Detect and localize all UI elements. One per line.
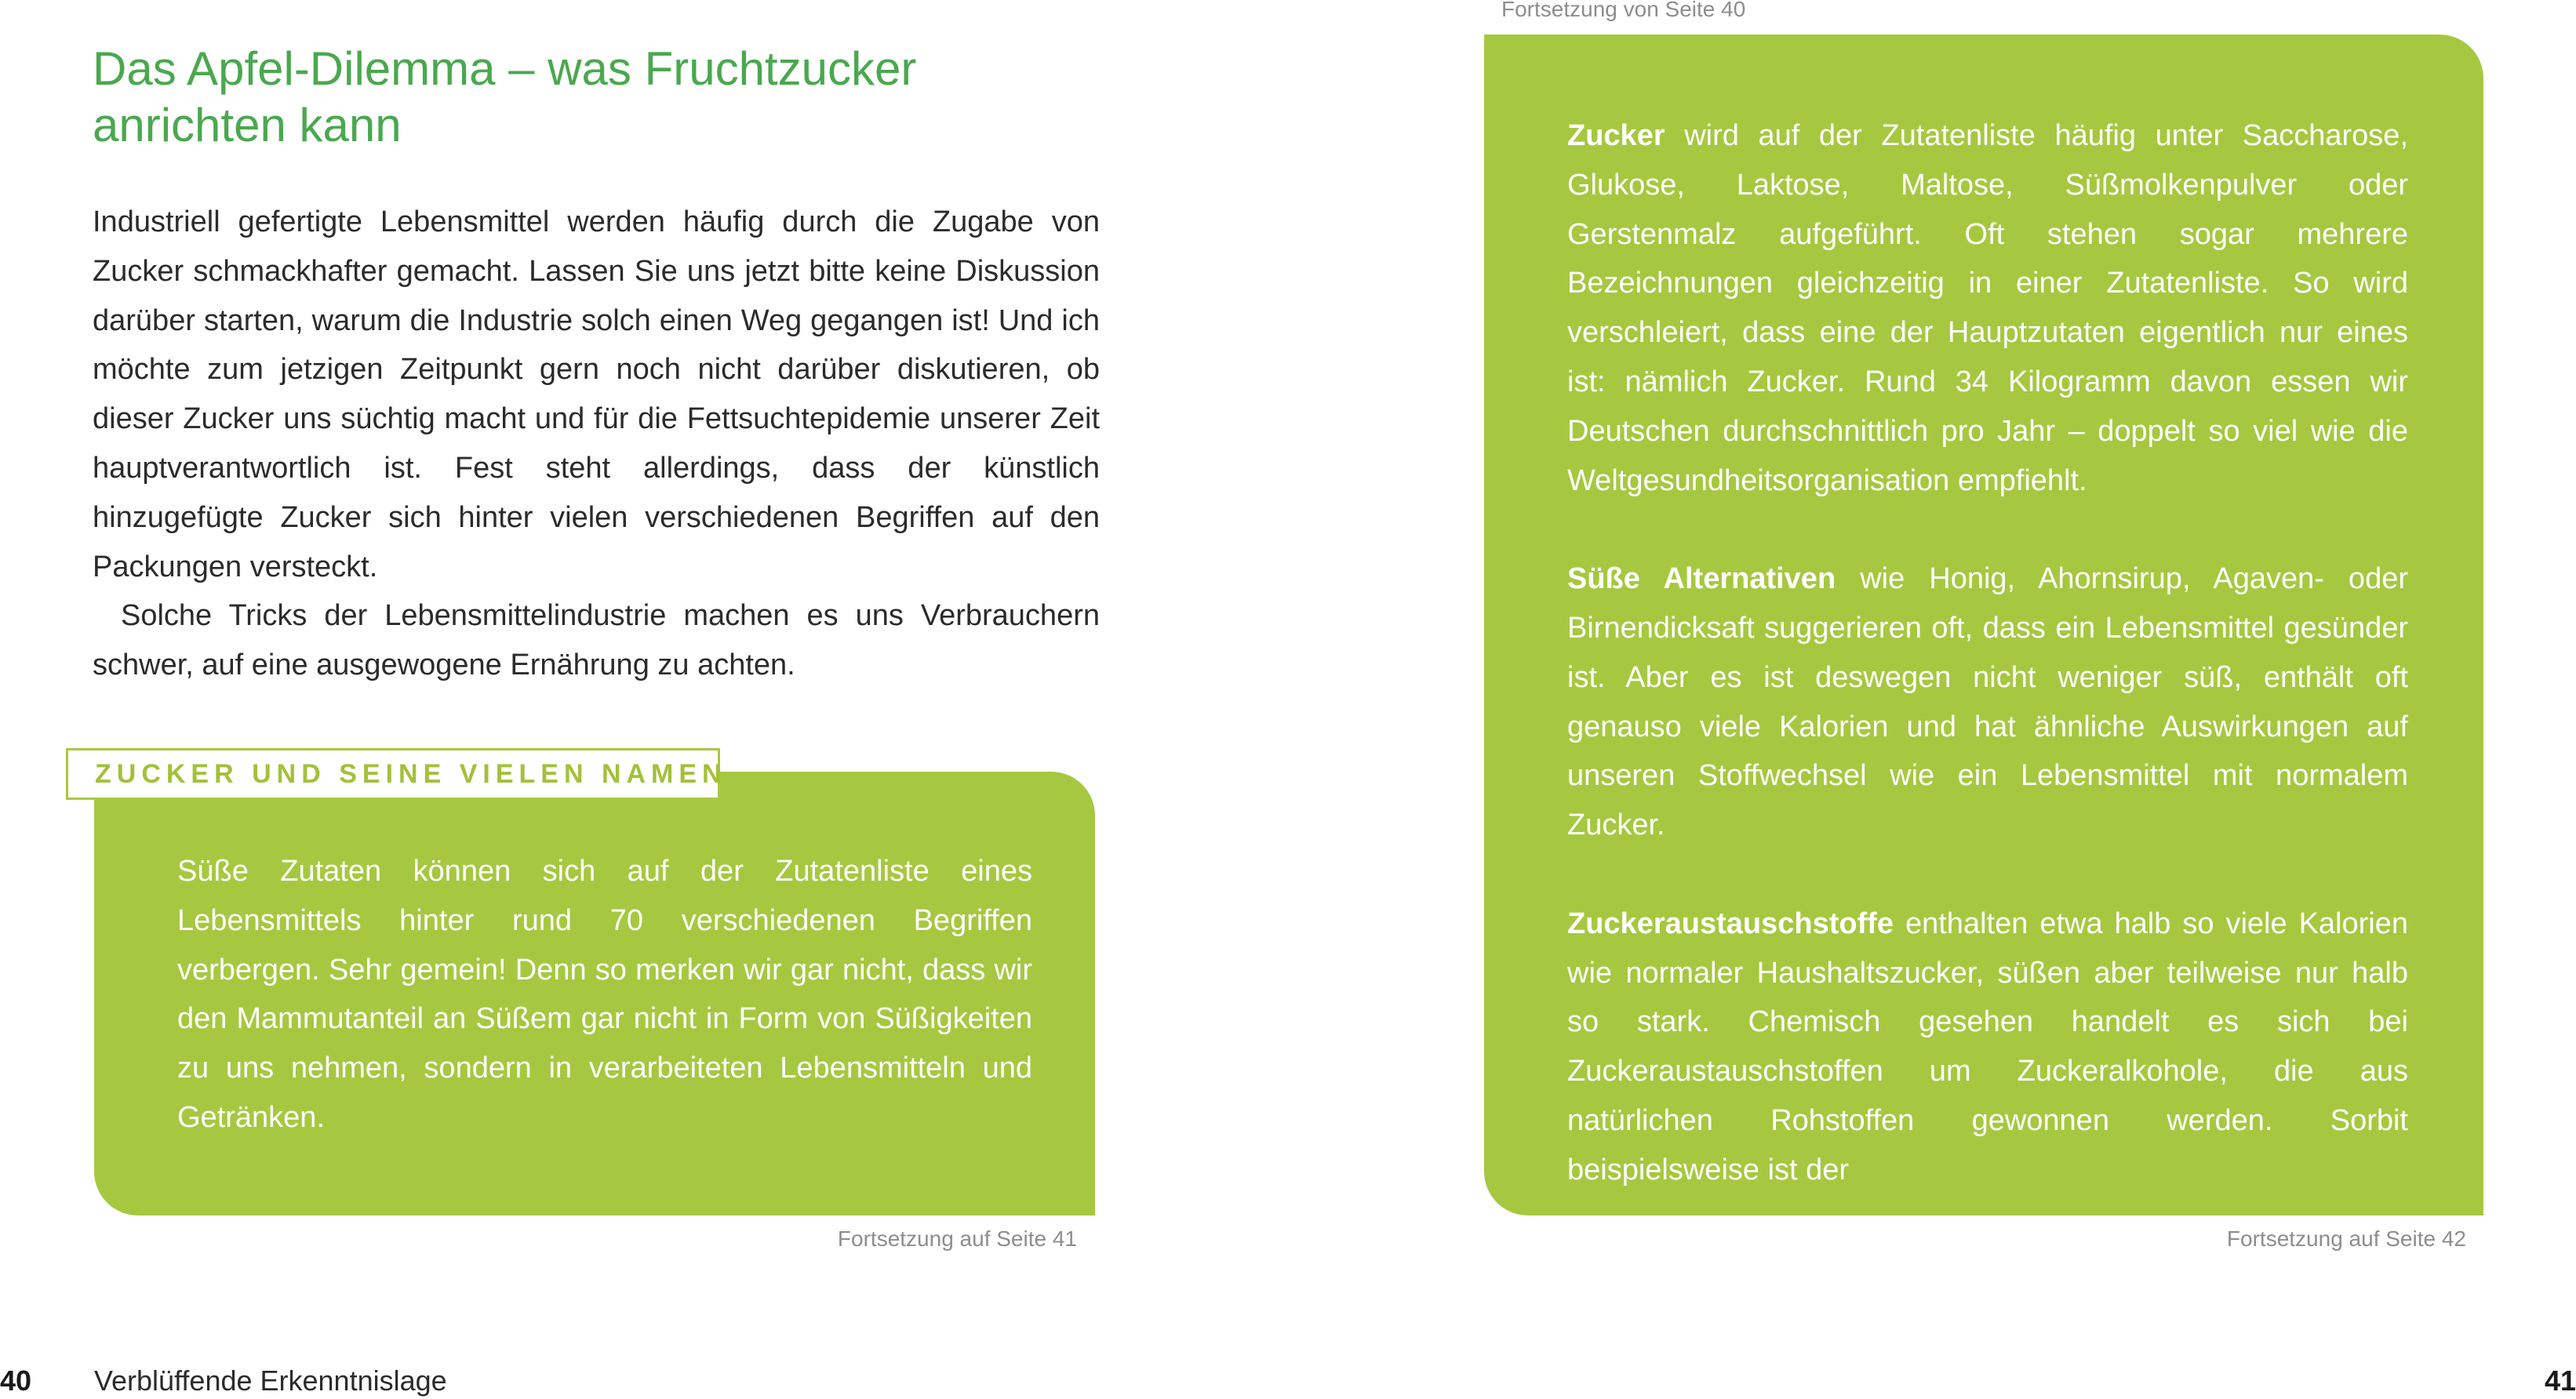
page-number: 41: [2544, 1364, 2576, 1397]
body-paragraph: Solche Tricks der Lebensmittelindustrie machen es uns Verbrauchern schwer, auf eine ausgewogene Ernährung zu achten.: [93, 599, 1100, 682]
running-title: Verblüffende Erkenntnislage: [94, 1364, 447, 1397]
page-title: Das Apfel-Dilemma – was Fruchtzucker anrichten kann: [93, 42, 917, 151]
info-section: [1567, 554, 2408, 850]
continuation-note: Fortsetzung auf Seite 42: [2226, 1226, 2466, 1251]
info-term: Zucker: [1567, 119, 1665, 152]
info-box: [94, 772, 1095, 1215]
info-box-text: Süße Zutaten können sich auf der Zutatenliste eines Lebensmittels hinter rund 70 verschiedenen Begriffen verbergen. Sehr gemein! Denn so merken wir gar nicht, dass wir den Mammutanteil an Süßem gar nicht in Form von Süßigkeiten zu uns nehmen, sondern in verarbeiteten Lebensmitteln und Getränken.: [177, 855, 1032, 1134]
info-section: [1567, 111, 2408, 505]
box-heading: ZUCKER UND SEINE VIELEN NAMEN: [66, 748, 720, 800]
right-page: [1288, 0, 2576, 1399]
body-paragraph: Industriell gefertigte Lebensmittel werden häufig durch die Zugabe von Zucker schmackhafter gemacht. Lassen Sie uns jetzt bitte keine Diskussion darüber starten, warum die Industrie solch einen Weg gegangen ist! Und ich möchte zum jetzigen Zeitpunkt gern noch nicht darüber diskutieren, ob dieser Zucker uns süchtig macht und für die Fettsuchtepidemie unserer Zeit hauptverantwortlich ist. Fest steht allerdings, dass der künstlich hinzugefügte Zucker sich hinter vielen verschiedenen Begriffen auf den Packungen versteckt.: [93, 205, 1100, 583]
continuation-note: Fortsetzung auf Seite 41: [837, 1226, 1077, 1251]
body-text: [93, 198, 1100, 690]
page-number: 40: [0, 1364, 32, 1397]
info-box-continued: [1484, 35, 2483, 1215]
continuation-from-note: Fortsetzung von Seite 40: [1501, 0, 1746, 21]
info-text: wie Honig, Ahornsirup, Agaven- oder Birnendicksaft suggerieren oft, dass ein Lebensmittel gesünder ist. Aber es ist deswegen nicht weniger süß, enthält oft genauso viele Kalorien und hat ähnliche Auswirkungen auf unseren Stoffwechsel wie ein Lebensmittel mit normalem Zucker.: [1567, 562, 2408, 842]
info-box-text: [1567, 111, 2408, 1244]
info-term: Zuckeraustauschstoffe: [1567, 907, 1894, 940]
info-text: enthalten etwa halb so viele Kalorien wie normaler Haushaltszucker, süßen aber teilweise nur halb so stark. Chemisch gesehen handelt es sich bei Zuckeraustauschstoffen um Zuckeralkohole, die aus natürlichen Rohstoffen gewonnen werden. Sorbit beispielsweise ist der: [1567, 907, 2408, 1186]
info-section: [1567, 899, 2408, 1195]
info-term: Süße Alternativen: [1567, 562, 1836, 596]
info-text: wird auf der Zutatenliste häufig unter Saccharose, Glukose, Laktose, Maltose, Süßmolkenpulver oder Gerstenmalz aufgeführt. Oft stehen sogar mehrere Bezeichnungen gleichzeitig in einer Zutatenliste. So wird verschleiert, dass eine der Hauptzutaten eigentlich nur eines ist: nämlich Zucker. Rund 34 Kilogramm davon essen wir Deutschen durchschnittlich pro Jahr – doppelt so viel wie die Weltgesundheitsorganisation empfiehlt.: [1567, 119, 2408, 497]
